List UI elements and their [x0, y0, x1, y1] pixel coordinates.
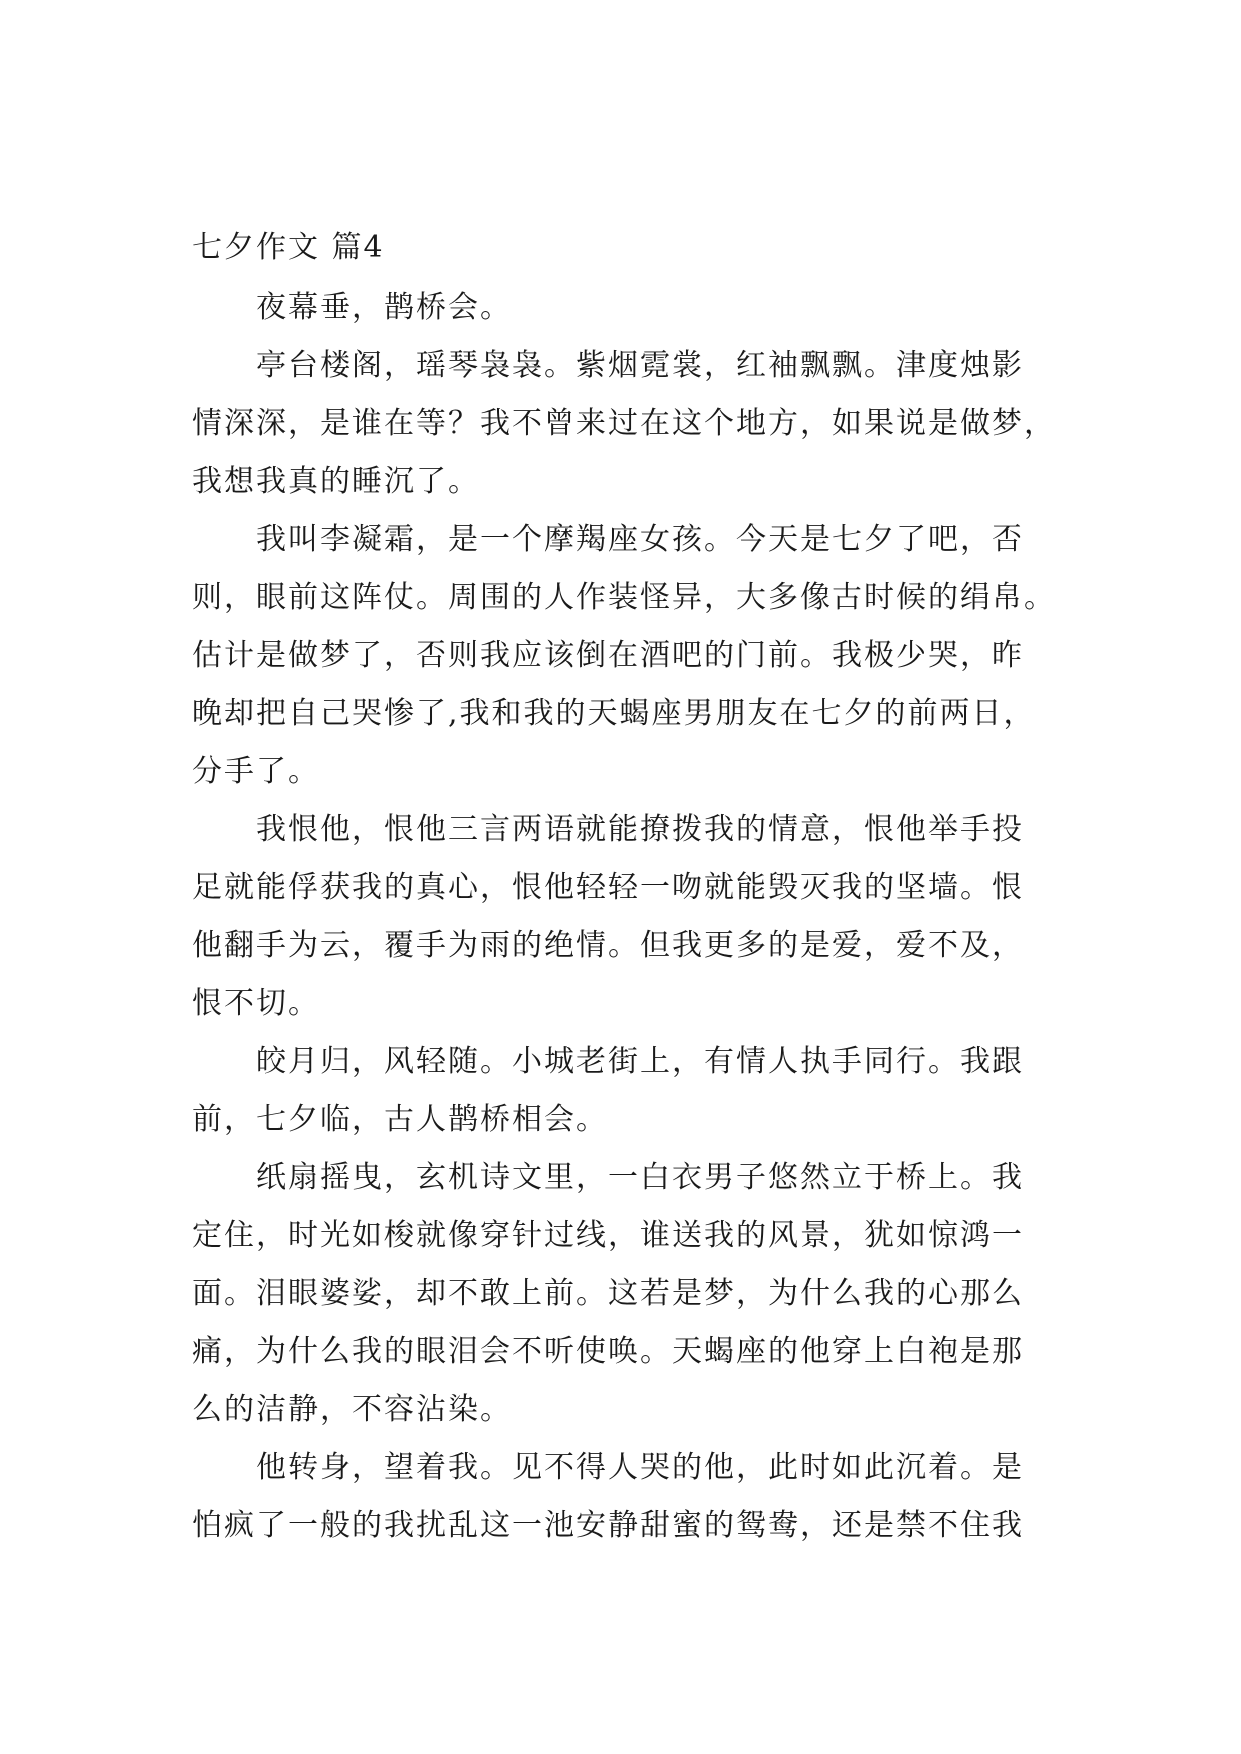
text-line: 怕疯了一般的我扰乱这一池安静甜蜜的鸳鸯，还是禁不住我: [192, 1508, 1024, 1543]
document-title: 七夕作文 篇4: [192, 230, 385, 265]
text-line: 晚却把自己哭惨了,我和我的天蝎座男朋友在七夕的前两日，: [192, 696, 1036, 731]
text-line: 他转身，望着我。见不得人哭的他，此时如此沉着。是: [256, 1450, 1024, 1485]
text-line: 我恨他，恨他三言两语就能撩拨我的情意，恨他举手投: [256, 812, 1024, 847]
text-line: 我想我真的睡沉了。: [192, 464, 480, 499]
text-line: 他翻手为云，覆手为雨的绝情。但我更多的是爱，爱不及，: [192, 928, 1024, 963]
paragraph-5: [192, 1042, 1052, 1158]
text-line: 面。泪眼婆娑，却不敢上前。这若是梦，为什么我的心那么: [192, 1276, 1024, 1311]
text-line: 情深深，是谁在等？我不曾来过在这个地方，如果说是做梦，: [192, 406, 1056, 441]
text-line: 皎月归，风轻随。小城老街上，有情人执手同行。我跟: [256, 1044, 1024, 1079]
text-line: 痛，为什么我的眼泪会不听使唤。天蝎座的他穿上白袍是那: [192, 1334, 1024, 1369]
paragraph-1: [192, 288, 1052, 346]
text-line: 亭台楼阁，瑶琴袅袅。紫烟霓裳，红袖飘飘。津度烛影: [256, 348, 1024, 383]
text-line: 么的洁静，不容沾染。: [192, 1392, 512, 1427]
paragraph-6: [192, 1158, 1052, 1448]
paragraph-7: [192, 1448, 1052, 1564]
text-line: 定住，时光如梭就像穿针过线，谁送我的风景，犹如惊鸿一: [192, 1218, 1024, 1253]
text-line: 则，眼前这阵仗。周围的人作装怪异，大多像古时候的绢帛。: [192, 580, 1056, 615]
text-line: 我叫李凝霜，是一个摩羯座女孩。今天是七夕了吧，否: [256, 522, 1024, 557]
text-line: 前，七夕临，古人鹊桥相会。: [192, 1102, 608, 1137]
text-line: 夜幕垂，鹊桥会。: [256, 290, 512, 325]
text-line: 足就能俘获我的真心，恨他轻轻一吻就能毁灭我的坚墙。恨: [192, 870, 1024, 905]
paragraph-2: [192, 346, 1056, 520]
text-line: 估计是做梦了，否则我应该倒在酒吧的门前。我极少哭，昨: [192, 638, 1024, 673]
text-line: 分手了。: [192, 754, 320, 789]
paragraph-3: [192, 520, 1056, 810]
paragraph-4: [192, 810, 1052, 1042]
text-line: 纸扇摇曳，玄机诗文里，一白衣男子悠然立于桥上。我: [256, 1160, 1024, 1195]
text-line: 恨不切。: [192, 986, 320, 1021]
